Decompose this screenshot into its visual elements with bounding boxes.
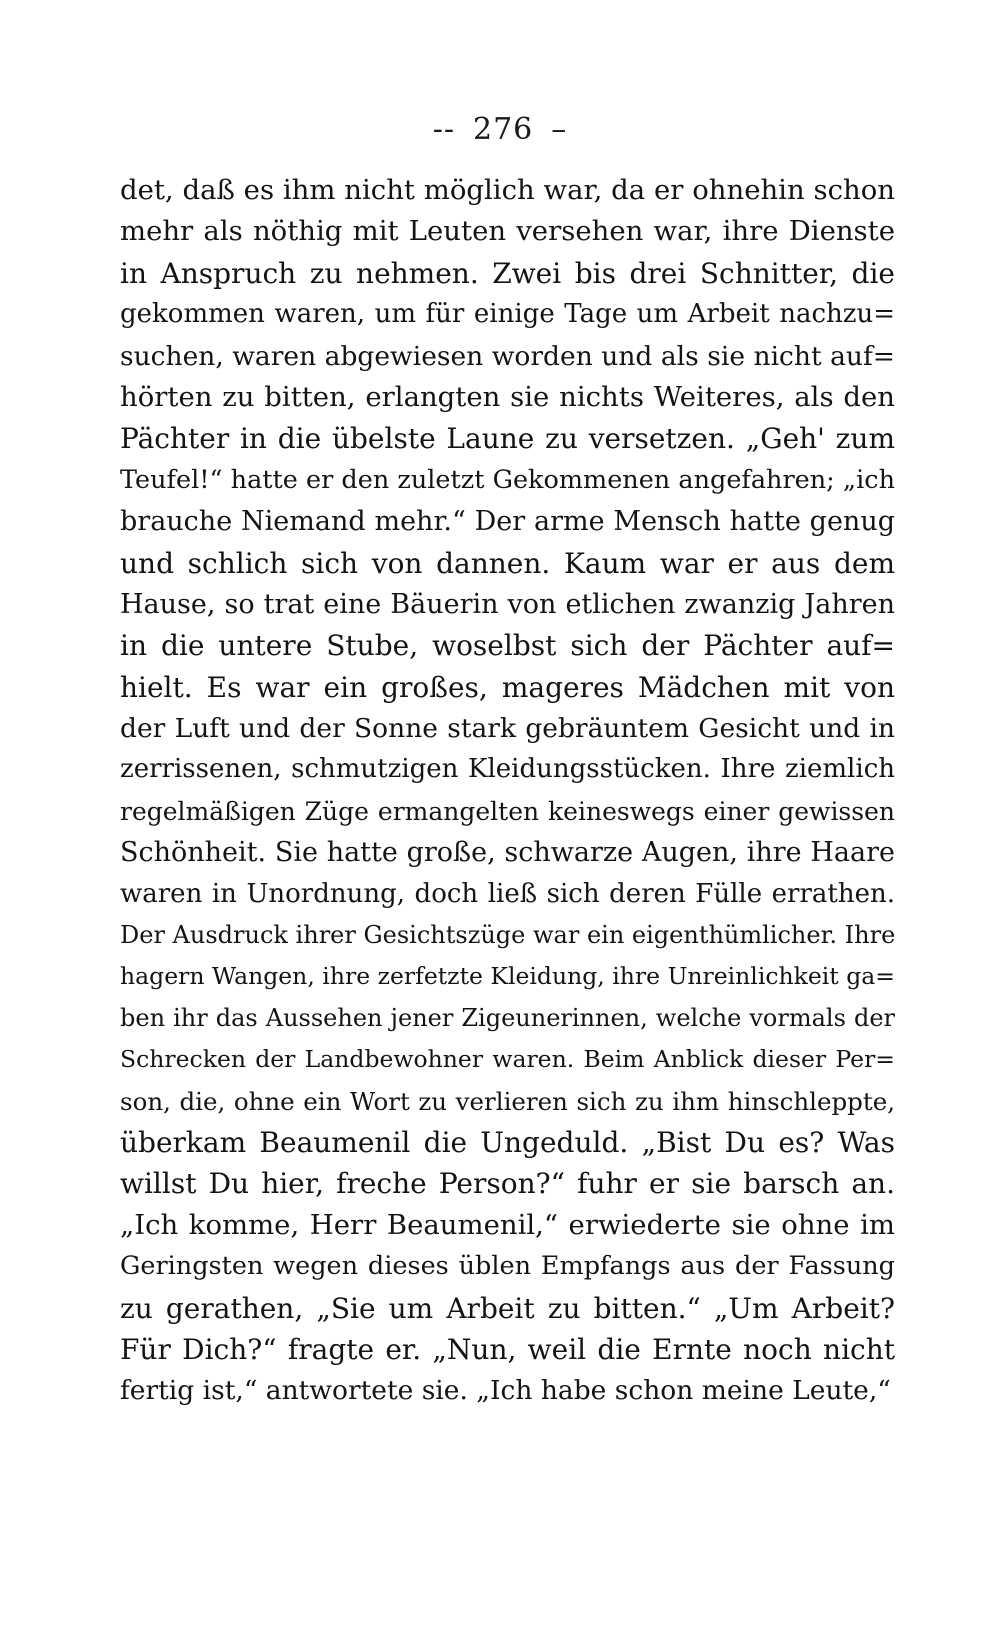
text-line: hielt. Es war ein großes, mageres Mädchen mit von <box>120 670 895 704</box>
text-line: son, die, ohne ein Wort zu verlieren sich zu ihm hinschleppte, <box>120 1086 895 1116</box>
text-line: suchen, waren abgewiesen worden und als sie nicht auf= <box>120 340 895 372</box>
text-line: Für Dich?“ fragte er. „Nun, weil die Ernte noch nicht <box>120 1332 895 1366</box>
text-line: fertig ist,“ antwortete sie. „Ich habe schon meine Leute,“ <box>120 1375 891 1407</box>
text-line: in Anspruch zu nehmen. Zwei bis drei Schnitter, die <box>120 256 895 290</box>
text-line: brauche Niemand mehr.“ Der arme Mensch hatte genug <box>120 506 895 538</box>
text-line: regelmäßigen Züge ermangelten keineswegs einer gewissen <box>120 796 895 826</box>
text-line: willst Du hier, freche Person?“ fuhr er sie barsch an. <box>120 1167 895 1201</box>
text-line: zerrissenen, schmutzigen Kleidungsstücken. Ihre ziemlich <box>120 754 895 785</box>
text-line: mehr als nöthig mit Leuten versehen war, ihre Dienste <box>120 215 895 248</box>
text-line: Teufel!“ hatte er den zuletzt Gekommenen angefahren; „ich <box>120 464 895 495</box>
header-left-dash: -- <box>432 112 455 147</box>
text-line: hagern Wangen, ihre zerfetzte Kleidung, ihre Unreinlichkeit ga= <box>120 962 895 991</box>
body-text <box>120 170 895 1412</box>
header-right-dash: – <box>551 112 568 147</box>
text-line: gekommen waren, um für einige Tage um Arbeit nachzu= <box>120 299 895 330</box>
text-line: „Ich komme, Herr Beaumenil,“ erwiederte sie ohne im <box>120 1208 895 1241</box>
text-line: Schönheit. Sie hatte große, schwarze Augen, ihre Haare <box>120 837 895 869</box>
text-line: Schrecken der Landbewohner waren. Beim Anblick dieser Per= <box>120 1045 895 1074</box>
text-line: Geringsten wegen dieses üblen Empfangs aus der Fassung <box>120 1251 895 1282</box>
text-line: Der Ausdruck ihrer Gesichtszüge war ein eigenthümlicher. Ihre <box>120 921 895 950</box>
text-line: hörten zu bitten, erlangten sie nichts Weiteres, als den <box>120 380 895 413</box>
page-header <box>0 112 1000 147</box>
text-line: überkam Beaumenil die Ungeduld. „Bist Du es? Was <box>120 1125 895 1159</box>
text-line: der Luft und der Sonne stark gebräuntem Gesicht und in <box>120 713 895 745</box>
text-line: Pächter in die übelste Laune zu versetzen. „Geh' zum <box>120 422 895 456</box>
page-number: 276 <box>473 112 534 147</box>
text-line: ben ihr das Aussehen jener Zigeunerinnen, welche vormals der <box>120 1003 895 1032</box>
text-line: waren in Unordnung, doch ließ sich deren Fülle errathen. <box>120 878 895 909</box>
text-line: und schlich sich von dannen. Kaum war er aus dem <box>120 546 895 580</box>
text-line: zu gerathen, „Sie um Arbeit zu bitten.“ „Um Arbeit? <box>120 1291 895 1325</box>
text-line: Hause, so trat eine Bäuerin von etlichen zwanzig Jahren <box>120 588 895 620</box>
text-line: in die untere Stube, woselbst sich der Pächter auf= <box>120 629 895 663</box>
text-line: det, daß es ihm nicht möglich war, da er ohnehin schon <box>120 174 895 206</box>
